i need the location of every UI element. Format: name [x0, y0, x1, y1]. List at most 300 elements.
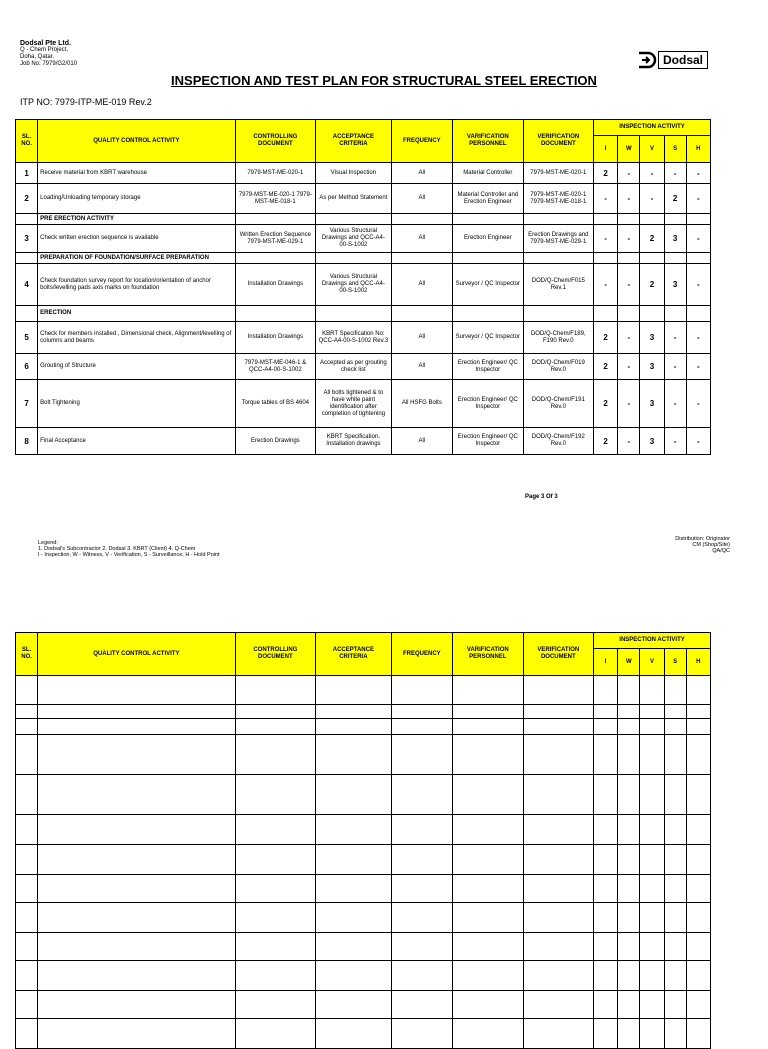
table-row [16, 184, 711, 214]
cell-acceptance: As per Method Statement [316, 184, 392, 214]
empty-cell [594, 933, 618, 961]
empty-cell [453, 253, 524, 264]
cell-sl [16, 253, 38, 264]
col-inspection-activity: INSPECTION ACTIVITY [594, 633, 711, 649]
empty-cell [16, 845, 38, 875]
empty-cell [235, 1019, 316, 1049]
empty-cell [38, 676, 235, 705]
cell-i: 2 [594, 354, 618, 380]
empty-cell [316, 845, 392, 875]
blank-table-row [16, 875, 711, 903]
empty-cell [316, 961, 392, 991]
col-w: W [618, 136, 640, 163]
empty-cell [38, 875, 235, 903]
empty-cell [391, 775, 452, 815]
cell-sl: 2 [16, 184, 38, 214]
empty-cell [686, 815, 710, 845]
col-s: S [664, 136, 686, 163]
table-row [16, 380, 711, 428]
empty-cell [235, 735, 316, 775]
cell-sl [16, 306, 38, 322]
blank-table-row [16, 903, 711, 933]
empty-cell [38, 903, 235, 933]
empty-cell [316, 775, 392, 815]
cell-verification-doc: DOD/Q-Chem/F015 Rev.1 [523, 264, 594, 306]
cell-sl: 8 [16, 428, 38, 455]
legend-title: Legend: [38, 540, 58, 546]
empty-cell [523, 214, 594, 225]
empty-cell [316, 705, 392, 719]
empty-cell [523, 815, 594, 845]
empty-cell [594, 735, 618, 775]
col-controlling-doc: CONTROLLING DOCUMENT [235, 633, 316, 676]
empty-cell [16, 903, 38, 933]
empty-cell [453, 705, 524, 719]
cell-v: - [640, 163, 664, 184]
dodsal-logo [636, 49, 708, 71]
cell-sl: 4 [16, 264, 38, 306]
empty-cell [686, 845, 710, 875]
col-verification-doc: VERIFICATION DOCUMENT [523, 633, 594, 676]
empty-cell [316, 676, 392, 705]
empty-cell [686, 933, 710, 961]
cell-sl: 3 [16, 225, 38, 253]
blank-table-row [16, 961, 711, 991]
empty-cell [523, 933, 594, 961]
empty-cell [235, 306, 316, 322]
empty-cell [235, 933, 316, 961]
empty-cell [640, 676, 664, 705]
empty-cell [235, 991, 316, 1019]
empty-cell [618, 875, 640, 903]
cell-frequency: All [391, 163, 452, 184]
empty-cell [391, 676, 452, 705]
blank-itp-table [15, 632, 711, 1049]
cell-sl: 7 [16, 380, 38, 428]
empty-cell [316, 875, 392, 903]
empty-cell [664, 903, 686, 933]
empty-cell [391, 991, 452, 1019]
cell-s: 3 [664, 225, 686, 253]
empty-cell [391, 1019, 452, 1049]
empty-cell [618, 903, 640, 933]
empty-cell [316, 991, 392, 1019]
empty-cell [640, 875, 664, 903]
cell-s: - [664, 428, 686, 455]
cell-verification-doc: DOD/Q-Chem/F192 Rev.0 [523, 428, 594, 455]
empty-cell [640, 961, 664, 991]
cell-activity: Check written erection sequence is available [38, 225, 235, 253]
empty-cell [453, 735, 524, 775]
empty-cell [594, 961, 618, 991]
empty-cell [235, 845, 316, 875]
empty-cell [686, 735, 710, 775]
cell-activity: Bolt Tightening [38, 380, 235, 428]
empty-cell [453, 1019, 524, 1049]
cell-w: - [618, 264, 640, 306]
page-number: Page 3 Of 3 [525, 494, 558, 500]
cell-h: - [686, 322, 710, 354]
empty-cell [618, 815, 640, 845]
empty-cell [16, 875, 38, 903]
empty-cell [594, 991, 618, 1019]
cell-h: - [686, 225, 710, 253]
cell-s: - [664, 163, 686, 184]
cell-personnel: Material Controller and Erection Engineer [453, 184, 524, 214]
cell-acceptance: KBRT Specification No: QCC-A4-00-S-1002 Rev.3 [316, 322, 392, 354]
cell-h: - [686, 184, 710, 214]
empty-cell [453, 719, 524, 735]
empty-cell [686, 903, 710, 933]
col-acceptance: ACCEPTANCE CRITERIA [316, 633, 392, 676]
section-title: PREPARATION OF FOUNDATION/SURFACE PREPARATION [38, 253, 235, 264]
empty-cell [453, 306, 524, 322]
empty-cell [38, 775, 235, 815]
cell-acceptance: KBRT Specification, Installation drawings [316, 428, 392, 455]
col-activity: QUALITY CONTROL ACTIVITY [38, 633, 235, 676]
empty-cell [594, 845, 618, 875]
empty-cell [235, 676, 316, 705]
empty-cell [16, 719, 38, 735]
section-row [16, 214, 711, 225]
cell-sl: 1 [16, 163, 38, 184]
empty-cell [16, 775, 38, 815]
col-frequency: FREQUENCY [391, 120, 452, 163]
empty-cell [38, 845, 235, 875]
cell-acceptance: Accepted as per grouting check list [316, 354, 392, 380]
empty-cell [618, 735, 640, 775]
cell-activity: Final Acceptance [38, 428, 235, 455]
cell-h: - [686, 354, 710, 380]
cell-activity: Grouting of Structure [38, 354, 235, 380]
empty-cell [686, 775, 710, 815]
empty-cell [664, 961, 686, 991]
legend-line: I - Inspection, W - Witness, V - Verification, S - Surveillance, H - Hold Point [38, 552, 220, 558]
empty-cell [640, 719, 664, 735]
cell-w: - [618, 354, 640, 380]
cell-v: 3 [640, 322, 664, 354]
col-sl: SL. NO. [16, 633, 38, 676]
empty-cell [523, 991, 594, 1019]
empty-cell [453, 775, 524, 815]
empty-cell [235, 961, 316, 991]
col-h: H [686, 649, 710, 676]
cell-frequency: All [391, 184, 452, 214]
empty-cell [235, 705, 316, 719]
empty-cell [640, 735, 664, 775]
cell-i: 2 [594, 163, 618, 184]
empty-cell [235, 903, 316, 933]
empty-cell [316, 719, 392, 735]
empty-cell [453, 875, 524, 903]
empty-cell [38, 815, 235, 845]
empty-cell [618, 933, 640, 961]
legend-line: 1. Dodsal's Subcontractor 2. Dodsal 3. KBRT (Client) 4. Q-Chem [38, 546, 196, 552]
cell-v: 2 [640, 264, 664, 306]
cell-verification-doc: 7979-MST-ME-020-1 [523, 163, 594, 184]
empty-cell [686, 875, 710, 903]
empty-cell [664, 775, 686, 815]
cell-s: - [664, 354, 686, 380]
cell-controlling-doc: Erection Drawings [235, 428, 316, 455]
empty-cell [686, 676, 710, 705]
blank-table-row [16, 815, 711, 845]
empty-cell [453, 961, 524, 991]
empty-cell [594, 875, 618, 903]
empty-cell [235, 875, 316, 903]
cell-frequency: All [391, 322, 452, 354]
empty-cell [523, 719, 594, 735]
col-sl: SL. NO. [16, 120, 38, 163]
col-frequency: FREQUENCY [391, 633, 452, 676]
table-row [16, 322, 711, 354]
company-address [20, 40, 77, 68]
cell-activity: Check for members installed , Dimensional check, Alignment/levelling of columns and beams [38, 322, 235, 354]
empty-cell [391, 214, 452, 225]
empty-cell [38, 991, 235, 1019]
empty-cell [453, 933, 524, 961]
empty-cell [316, 735, 392, 775]
cell-v: 3 [640, 380, 664, 428]
empty-cell [640, 214, 664, 225]
empty-cell [391, 735, 452, 775]
blank-table-row [16, 845, 711, 875]
col-inspection-activity: INSPECTION ACTIVITY [594, 120, 711, 136]
empty-cell [686, 306, 710, 322]
empty-cell [664, 1019, 686, 1049]
empty-cell [664, 719, 686, 735]
empty-cell [618, 991, 640, 1019]
col-activity: QUALITY CONTROL ACTIVITY [38, 120, 235, 163]
empty-cell [618, 961, 640, 991]
empty-cell [523, 961, 594, 991]
cell-personnel: Erection Engineer/ QC Inspector [453, 354, 524, 380]
empty-cell [664, 735, 686, 775]
empty-cell [523, 875, 594, 903]
cell-h: - [686, 264, 710, 306]
empty-cell [640, 933, 664, 961]
empty-cell [686, 991, 710, 1019]
empty-cell [391, 903, 452, 933]
document-title: INSPECTION AND TEST PLAN FOR STRUCTURAL STEEL ERECTION [171, 73, 597, 88]
empty-cell [664, 214, 686, 225]
empty-cell [664, 875, 686, 903]
cell-s: - [664, 322, 686, 354]
empty-cell [391, 815, 452, 845]
distribution-line: QA/QC [712, 548, 730, 554]
table-row [16, 354, 711, 380]
empty-cell [38, 719, 235, 735]
cell-personnel: Surveyor / QC Inspector [453, 264, 524, 306]
empty-cell [235, 815, 316, 845]
cell-i: - [594, 225, 618, 253]
section-row [16, 253, 711, 264]
distribution-line: CM (Shop/Site) [692, 542, 730, 548]
empty-cell [523, 676, 594, 705]
empty-cell [391, 705, 452, 719]
cell-controlling-doc: Written Erection Sequence 7979-MST-ME-029-1 [235, 225, 316, 253]
section-title: ERECTION [38, 306, 235, 322]
empty-cell [594, 676, 618, 705]
empty-cell [38, 705, 235, 719]
col-i: I [594, 649, 618, 676]
empty-cell [523, 845, 594, 875]
empty-cell [235, 775, 316, 815]
dodsal-mark-icon [636, 49, 658, 71]
cell-sl: 5 [16, 322, 38, 354]
empty-cell [16, 961, 38, 991]
cell-frequency: All [391, 225, 452, 253]
empty-cell [618, 1019, 640, 1049]
empty-cell [686, 719, 710, 735]
col-personnel: VARIFICATION PERSONNEL [453, 120, 524, 163]
cell-v: - [640, 184, 664, 214]
section-row [16, 306, 711, 322]
empty-cell [640, 815, 664, 845]
empty-cell [16, 676, 38, 705]
job-number: Job No: 7979/G2/010 [20, 61, 78, 67]
empty-cell [686, 705, 710, 719]
blank-table-row [16, 676, 711, 705]
blank-table-row [16, 1019, 711, 1049]
empty-cell [391, 253, 452, 264]
empty-cell [618, 845, 640, 875]
empty-cell [618, 306, 640, 322]
cell-h: - [686, 163, 710, 184]
col-controlling-doc: CONTROLLING DOCUMENT [235, 120, 316, 163]
empty-cell [523, 775, 594, 815]
empty-cell [391, 719, 452, 735]
col-personnel: VARIFICATION PERSONNEL [453, 633, 524, 676]
empty-cell [235, 719, 316, 735]
cell-personnel: Erection Engineer [453, 225, 524, 253]
empty-cell [594, 253, 618, 264]
empty-cell [316, 903, 392, 933]
empty-cell [640, 306, 664, 322]
empty-cell [618, 705, 640, 719]
cell-v: 3 [640, 428, 664, 455]
table-row [16, 428, 711, 455]
empty-cell [235, 214, 316, 225]
empty-cell [391, 875, 452, 903]
col-acceptance: ACCEPTANCE CRITERIA [316, 120, 392, 163]
empty-cell [640, 253, 664, 264]
empty-cell [453, 214, 524, 225]
empty-cell [640, 845, 664, 875]
empty-cell [664, 676, 686, 705]
cell-frequency: All HSFG Bolts [391, 380, 452, 428]
empty-cell [391, 845, 452, 875]
empty-cell [664, 253, 686, 264]
legend [38, 540, 220, 558]
empty-cell [594, 214, 618, 225]
cell-controlling-doc: 7979-MST-ME-020-1 [235, 163, 316, 184]
empty-cell [453, 845, 524, 875]
blank-table-row [16, 719, 711, 735]
cell-v: 3 [640, 354, 664, 380]
cell-activity: Receive material from KBRT warehouse [38, 163, 235, 184]
cell-personnel: Surveyor / QC Inspector [453, 322, 524, 354]
section-title: PRE ERECTION ACTIVITY [38, 214, 235, 225]
cell-verification-doc: Erection Drawings and 7979-MST-ME-029-1 [523, 225, 594, 253]
col-v: V [640, 649, 664, 676]
empty-cell [594, 775, 618, 815]
col-verification-doc: VERIFICATION DOCUMENT [523, 120, 594, 163]
empty-cell [594, 719, 618, 735]
cell-personnel: Erection Engineer/ QC Inspector [453, 380, 524, 428]
cell-activity: Check foundation survey report for location/orientation of anchor bolts/levelling pads axis marks on foundation [38, 264, 235, 306]
cell-sl [16, 214, 38, 225]
empty-cell [16, 705, 38, 719]
empty-cell [640, 991, 664, 1019]
cell-h: - [686, 380, 710, 428]
empty-cell [640, 775, 664, 815]
empty-cell [316, 306, 392, 322]
empty-cell [391, 933, 452, 961]
cell-w: - [618, 428, 640, 455]
company-name: Dodsal Pte Ltd. [20, 40, 71, 47]
distribution [675, 536, 730, 554]
empty-cell [316, 253, 392, 264]
table-row [16, 225, 711, 253]
cell-i: - [594, 184, 618, 214]
empty-cell [594, 705, 618, 719]
blank-table-row [16, 705, 711, 719]
empty-cell [523, 253, 594, 264]
empty-cell [664, 705, 686, 719]
col-v: V [640, 136, 664, 163]
empty-cell [686, 1019, 710, 1049]
cell-controlling-doc: Installation Drawings [235, 264, 316, 306]
empty-cell [453, 676, 524, 705]
empty-cell [16, 991, 38, 1019]
address-line: Q - Chem Project, [20, 47, 69, 53]
col-s: S [664, 649, 686, 676]
empty-cell [523, 1019, 594, 1049]
empty-cell [235, 253, 316, 264]
empty-cell [391, 961, 452, 991]
cell-controlling-doc: 7979-MST-ME-020-1 7979-MST-ME-018-1 [235, 184, 316, 214]
blank-table-row [16, 991, 711, 1019]
cell-i: 2 [594, 380, 618, 428]
cell-frequency: All [391, 264, 452, 306]
cell-w: - [618, 225, 640, 253]
empty-cell [664, 991, 686, 1019]
cell-personnel: Material Controller [453, 163, 524, 184]
empty-cell [618, 253, 640, 264]
cell-acceptance: Visual Inspection [316, 163, 392, 184]
empty-cell [640, 705, 664, 719]
empty-cell [453, 815, 524, 845]
cell-w: - [618, 380, 640, 428]
cell-w: - [618, 322, 640, 354]
empty-cell [38, 1019, 235, 1049]
cell-personnel: Erection Engineer/ QC Inspector [453, 428, 524, 455]
address-line: Doha, Qatar. [20, 54, 55, 60]
cell-acceptance: Various Structural Drawings and QCC-A4-00-S-1002 [316, 225, 392, 253]
empty-cell [594, 1019, 618, 1049]
empty-cell [618, 775, 640, 815]
cell-verification-doc: DOD/Q-Chem/F019 Rev.0 [523, 354, 594, 380]
itp-table [15, 119, 711, 455]
empty-cell [594, 903, 618, 933]
empty-cell [38, 961, 235, 991]
cell-v: 2 [640, 225, 664, 253]
empty-cell [618, 214, 640, 225]
cell-s: - [664, 380, 686, 428]
empty-cell [640, 903, 664, 933]
empty-cell [16, 735, 38, 775]
